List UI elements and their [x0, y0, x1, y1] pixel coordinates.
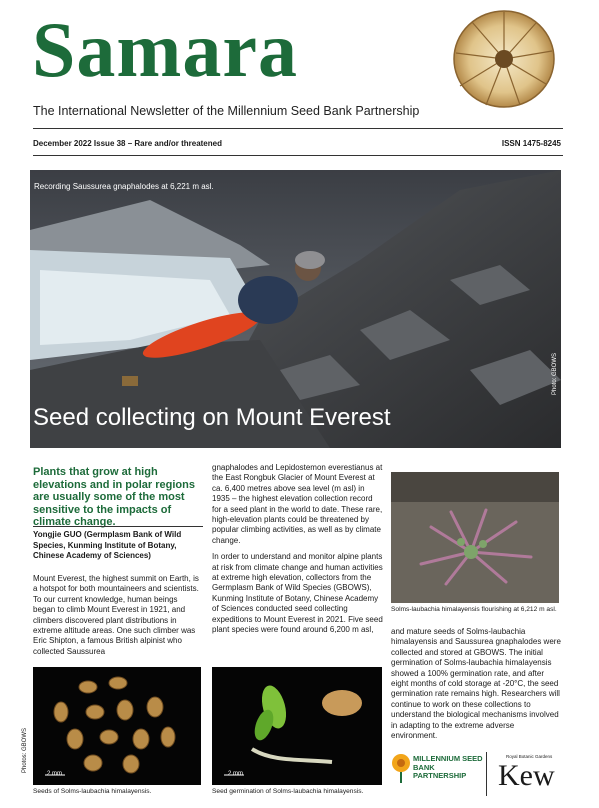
photos-credit: Photos: GBOWS [22, 727, 28, 773]
kew-logo-subtitle: Royal Botanic Gardens [506, 754, 553, 759]
article-column-2-para-2: In order to understand and monitor alpine plants at risk from climate change and human activities at extreme high elevation, collectors from the Germplasm Bank of Wild Species (GBOWS), Kunming Institute of Botany, Chinese Academy of Sciences conducted seed collecting expeditions to Mount Everest in 2021. Five seed plant species were found around 6,200 m asl, [212, 552, 383, 635]
hero-photo-credit: Photo: GBOWS [552, 352, 558, 395]
article-column-2-para-1: gnaphalodes and Lepidostemon everestianus at the East Rongbuk Glacier of Mount Everest at ca. 6,400 metres above sea level (m asl) in 1935 – the highest elevation collection record for a seed plant in the world to date. These rare, high-elevation plants could be threatened by popular climbing activities, as well as by climate change. [212, 463, 383, 545]
issue-line: December 2022 Issue 38 – Rare and/or threatened [33, 139, 222, 148]
article-byline: Yongjie GUO (Germplasm Bank of Wild Species, Kunming Institute of Botany, Chinese Academy of Sciences) [33, 526, 203, 562]
germination-photo [212, 667, 382, 785]
hero-caption: Recording Saussurea gnaphalodes at 6,221 m asl. [34, 182, 214, 191]
article-column-1: Mount Everest, the highest summit on Earth, is a hotspot for both mountaineers and scientists. To our current knowledge, human beings began to climb Mount Everest in 1921, and climbers discovered plant distributions in extreme altitude areas. One such climber was Eric Shipton, a famous British alpinist who collected Saussurea [33, 574, 199, 656]
germination-photo-caption: Seed germination of Solms-laubachia himalayensis. [212, 788, 364, 795]
article-standfirst: Plants that grow at high elevations and in polar regions are usually some of the most sensitive to the impacts of climate change. [33, 466, 195, 528]
article-column-3: and mature seeds of Solms-laubachia himalayensis and Saussurea gnaphalodes were collected and stored at GBOWS. The initial germination of Solms-laubachia himalayensis showed a 100% germination rate, and after eight months of cold storage at -20°C, the seed germination rate remains high. Researchers will continue to work on these collections to understand the biological mechanisms involved in adapting to the extreme adverse environment. [391, 627, 561, 741]
plant-photo-caption: Solms-laubachia himalayensis flourishing at 6,212 m asl. [391, 606, 557, 613]
issue-rule [33, 155, 563, 156]
seeds-photo [33, 667, 201, 785]
seeds-scale-label: 2 mm [47, 771, 62, 777]
plant-photo [391, 472, 559, 603]
kew-logo-wordmark: Kew [498, 759, 555, 792]
masthead-rule [33, 128, 563, 129]
samara-seed-logo [450, 6, 558, 112]
msbp-logo-text: MILLENNIUM SEED BANK PARTNERSHIP [413, 754, 483, 780]
masthead-subtitle: The International Newsletter of the Millennium Seed Bank Partnership [33, 104, 420, 118]
hero-title: Seed collecting on Mount Everest [33, 404, 391, 431]
seeds-photo-caption: Seeds of Solms-laubachia himalayensis. [33, 788, 152, 795]
germination-scale-label: 2 mm [228, 771, 243, 777]
masthead-title: Samara [32, 6, 298, 93]
article-column-2 [212, 463, 384, 636]
issn: ISSN 1475-8245 [501, 139, 561, 148]
msbp-flower-icon [391, 753, 411, 783]
